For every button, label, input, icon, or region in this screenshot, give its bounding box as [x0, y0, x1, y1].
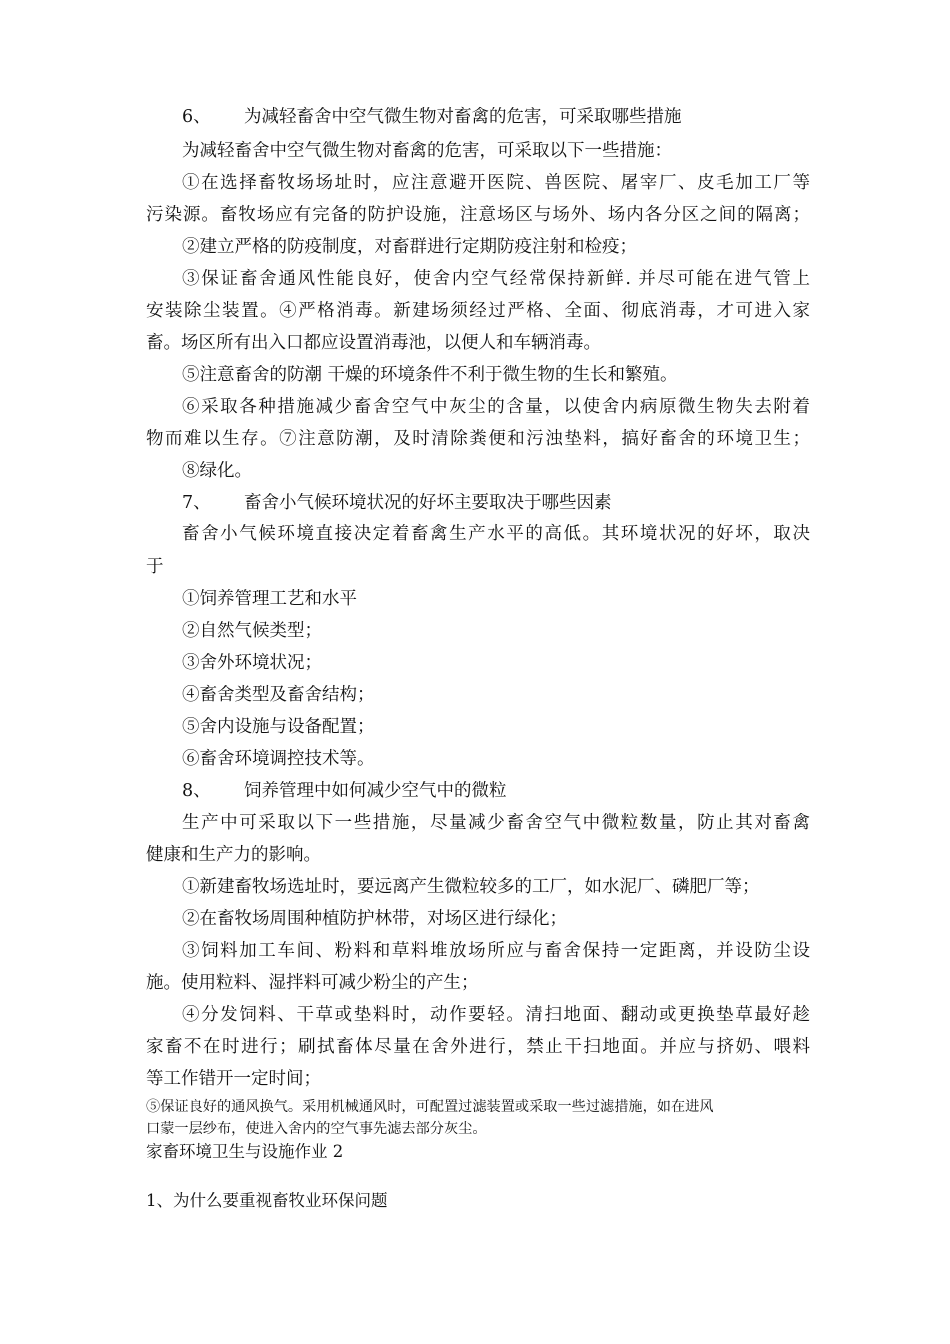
paragraph-line: 为减轻畜舍中空气微生物对畜禽的危害，可采取以下一些措施： — [182, 141, 672, 161]
question-text: 畜舍小气候环境状况的好坏主要取决于哪些因素 — [244, 493, 612, 513]
list-item: ③舍外环境状况； — [182, 653, 322, 673]
paragraph-line: ①新建畜牧场选址时，要远离产生微粒较多的工厂，如水泥厂、磷肥厂等； — [182, 877, 760, 897]
list-item: ④畜舍类型及畜舍结构； — [182, 685, 375, 705]
question-number: 6、 — [182, 107, 211, 127]
paragraph-line: 污染源。畜牧场应有完备的防护设施，注意场区与场外、场内各分区之间的隔离； — [146, 205, 810, 225]
question-8-heading — [182, 780, 810, 802]
paragraph-line: 口蒙一层纱布，使进入舍内的空气事先滤去部分灰尘。 — [146, 1121, 487, 1137]
list-item: ⑥畜舍环境调控技术等。 — [182, 749, 375, 769]
paragraph-line: 等工作错开一定时间； — [146, 1069, 321, 1089]
paragraph-line: ⑤注意畜舍的防潮 干燥的环境条件不利于微生物的生长和繁殖。 — [182, 365, 678, 385]
paragraph-line: 物而难以生存。⑦注意防潮，及时清除粪便和污浊垫料，搞好畜舍的环境卫生； — [146, 429, 810, 449]
question-7-heading — [182, 492, 810, 514]
paragraph-line: 施。使用粒料、湿拌料可减少粉尘的产生； — [146, 973, 479, 993]
question-heading: 1、为什么要重视畜牧业环保问题 — [146, 1191, 388, 1210]
paragraph-line: ①在选择畜牧场场址时，应注意避开医院、兽医院、屠宰厂、皮毛加工厂等 — [182, 173, 810, 193]
paragraph-line: 安装除尘装置。④严格消毒。新建场须经过严格、全面、彻底消毒，才可进入家 — [146, 301, 810, 321]
paragraph-line: 于 — [146, 557, 164, 577]
paragraph-line: ③保证畜舍通风性能良好，使舍内空气经常保持新鲜. 并尽可能在进气管上 — [182, 269, 810, 289]
paragraph-line: ③饲料加工车间、粉料和草料堆放场所应与畜舍保持一定距离，并设防尘设 — [182, 941, 810, 961]
list-item: ①饲养管理工艺和水平 — [182, 589, 357, 609]
question-text: 饲养管理中如何减少空气中的微粒 — [244, 781, 507, 801]
question-6-heading — [182, 106, 810, 128]
paragraph-line: 家畜不在时进行；刷拭畜体尽量在舍外进行，禁止干扫地面。并应与挤奶、喂料 — [146, 1037, 810, 1057]
paragraph-line: ②建立严格的防疫制度，对畜群进行定期防疫注射和检疫； — [182, 237, 637, 257]
paragraph-line: 畜舍小气候环境直接决定着畜禽生产水平的高低。其环境状况的好坏，取决 — [182, 524, 810, 544]
paragraph-line: ⑧绿化。 — [182, 461, 252, 481]
section-title: 家畜环境卫生与设施作业 2 — [146, 1142, 344, 1161]
paragraph-line: ④分发饲料、干草或垫料时，动作要轻。清扫地面、翻动或更换垫草最好趁 — [182, 1005, 810, 1025]
paragraph-line: 畜。场区所有出入口都应设置消毒池，以便人和车辆消毒。 — [146, 333, 601, 353]
question-number: 7、 — [182, 493, 211, 513]
paragraph-line: 生产中可采取以下一些措施，尽量减少畜舍空气中微粒数量，防止其对畜禽 — [182, 813, 810, 833]
list-item: ②自然气候类型； — [182, 621, 322, 641]
paragraph-line: 健康和生产力的影响。 — [146, 845, 321, 865]
paragraph-line: ⑥采取各种措施减少畜舍空气中灰尘的含量，以使舍内病原微生物失去附着 — [182, 397, 810, 417]
list-item: ⑤舍内设施与设备配置； — [182, 717, 375, 737]
question-number: 8、 — [182, 781, 211, 801]
question-text: 为减轻畜舍中空气微生物对畜禽的危害，可采取哪些措施 — [244, 107, 682, 127]
paragraph-line: ②在畜牧场周围种植防护林带，对场区进行绿化； — [182, 909, 567, 929]
paragraph-line: ⑤保证良好的通风换气。采用机械通风时，可配置过滤装置或采取一些过滤措施，如在进风 — [146, 1099, 714, 1115]
